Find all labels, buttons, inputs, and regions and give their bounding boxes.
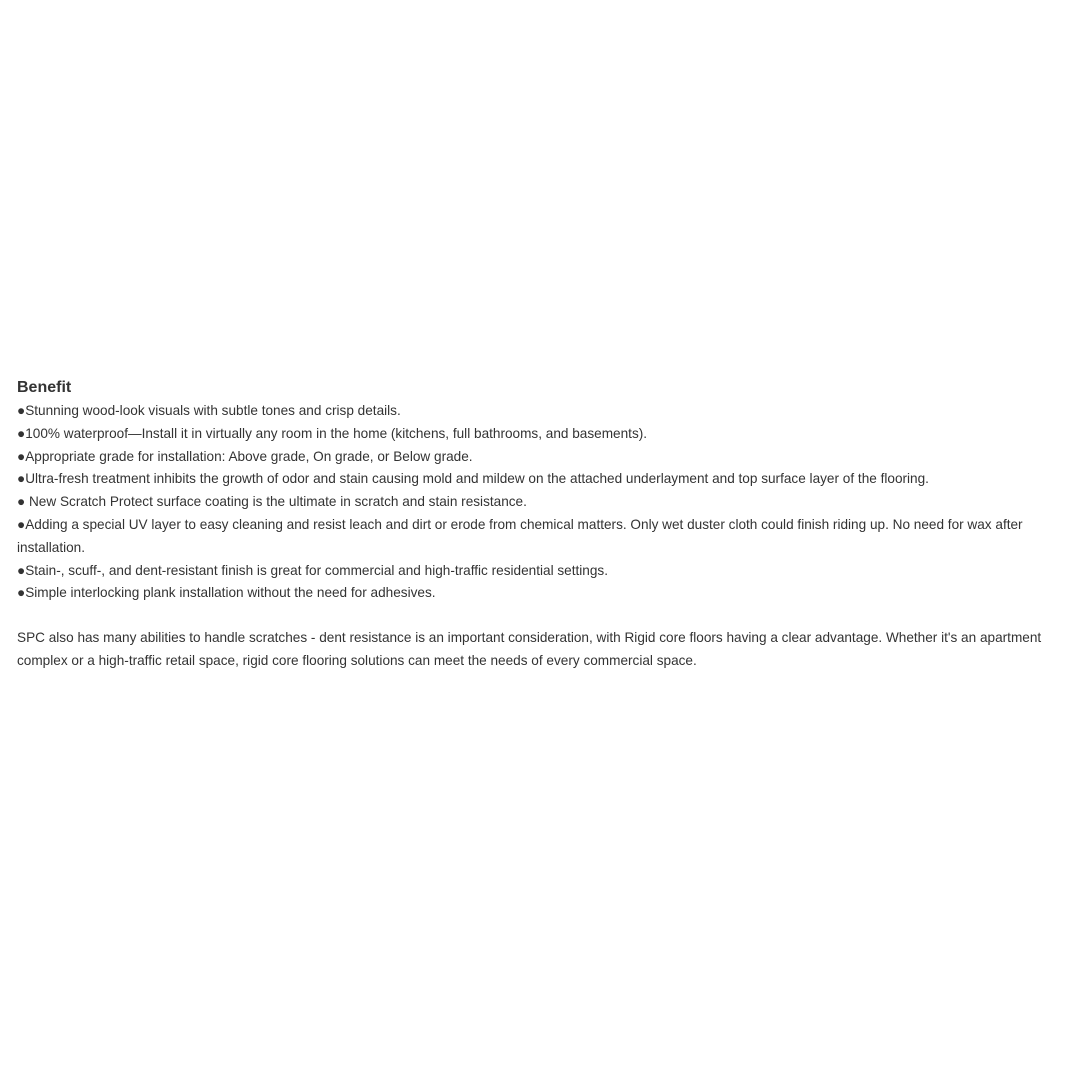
benefit-item: ●Stain-, scuff-, and dent-resistant finish is great for commercial and high-traffic residential settings.: [17, 562, 608, 578]
benefit-item: ●Ultra-fresh treatment inhibits the growth of odor and stain causing mold and mildew on the attached underlayment and top surface layer of the flooring.: [17, 471, 929, 487]
benefit-section: [17, 376, 1075, 673]
benefit-item: ●100% waterproof—Install it in virtually any room in the home (kitchens, full bathrooms, and basements).: [17, 425, 648, 441]
benefit-heading: Benefit: [17, 379, 72, 396]
benefit-item: ●Simple interlocking plank installation without the need for adhesives.: [17, 585, 436, 601]
benefit-item: ● New Scratch Protect surface coating is the ultimate in scratch and stain resistance.: [17, 494, 527, 510]
benefit-list: [17, 400, 1075, 605]
section-spacer: [17, 605, 1075, 627]
benefit-item: ●Adding a special UV layer to easy cleaning and resist leach and dirt or erode from chemical matters. Only wet duster cloth could finish riding up. No need for wax after installation.: [17, 516, 1023, 555]
benefit-item: ●Stunning wood-look visuals with subtle tones and crisp details.: [17, 403, 401, 418]
benefit-item: ●Appropriate grade for installation: Above grade, On grade, or Below grade.: [17, 448, 473, 464]
description-paragraph: SPC also has many abilities to handle scratches - dent resistance is an important consideration, with Rigid core floors having a clear advantage. Whether it's an apartment complex or a high-traffic retail space, rigid core flooring solutions can meet the needs of every commercial space.: [17, 630, 1042, 668]
